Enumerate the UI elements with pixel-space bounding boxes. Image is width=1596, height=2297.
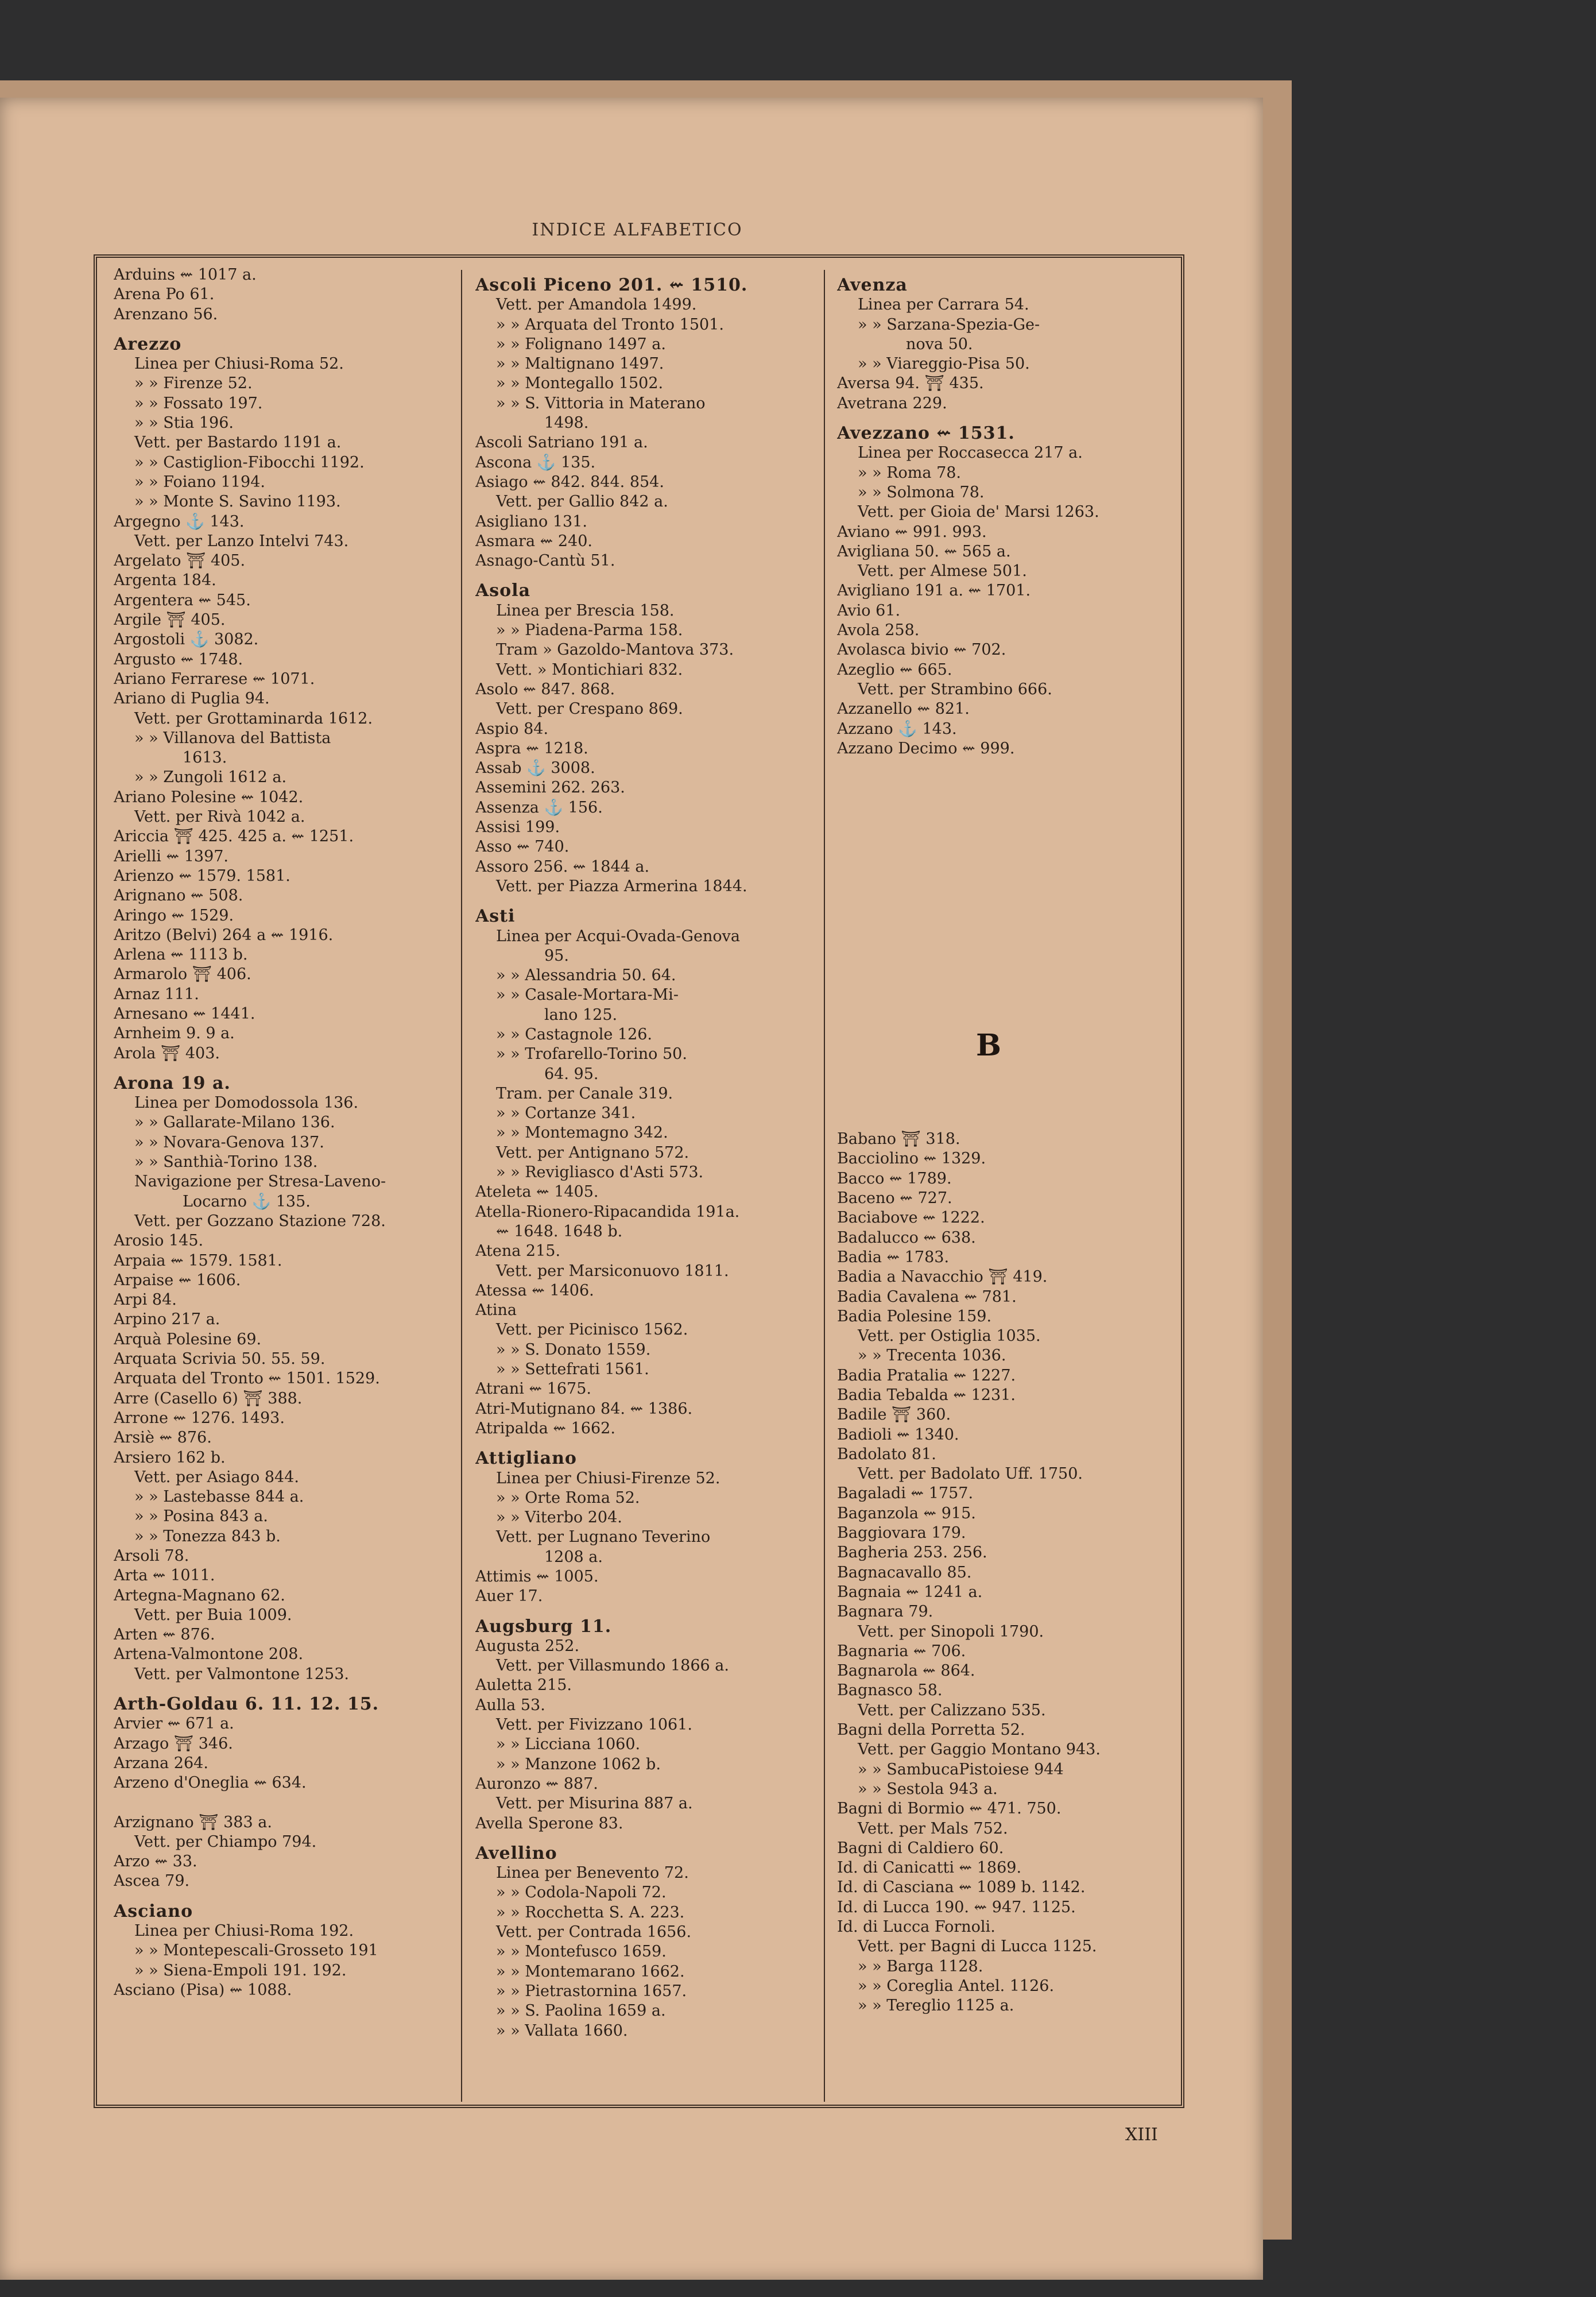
index-entry: Arquata Scrivia 50. 55. 59. <box>114 1350 326 1368</box>
index-entry: » » Licciana 1060. <box>496 1735 641 1754</box>
index-entry: Artena-Valmontone 208. <box>114 1645 304 1664</box>
index-heading: Augsburg 11. <box>475 1616 612 1637</box>
index-entry: Arpino 217 a. <box>114 1310 220 1329</box>
index-entry: Arsiero 162 b. <box>114 1448 226 1467</box>
index-entry: Aspra ⇜ 1218. <box>475 739 588 757</box>
spacer <box>837 837 1181 856</box>
spacer <box>837 895 1181 915</box>
index-entry: Azeglio ⇜ 665. <box>837 660 952 679</box>
index-entry: » » Viareggio-Pisa 50. <box>858 355 1030 373</box>
index-entry: Vett. per Bagni di Lucca 1125. <box>858 1938 1097 1956</box>
index-entry: » » Lastebasse 844 a. <box>134 1488 304 1506</box>
index-entry: Assisi 199. <box>475 818 560 837</box>
index-entry: Arenzano 56. <box>114 305 218 323</box>
running-head: INDICE ALFABETICO <box>532 220 743 240</box>
column-rule <box>824 270 825 2102</box>
index-entry: » » Trecenta 1036. <box>858 1347 1006 1365</box>
index-entry: Aviano ⇜ 991. 993. <box>837 523 987 541</box>
index-entry: » » Rocchetta S. A. 223. <box>496 1903 685 1921</box>
spacer <box>837 973 1181 993</box>
index-entry: Badolato 81. <box>837 1445 936 1463</box>
index-entry: Vett. per Picinisco 1562. <box>496 1321 688 1339</box>
index-entry: » » Coreglia Antel. 1126. <box>858 1977 1055 1995</box>
index-entry: Atessa ⇜ 1406. <box>475 1281 594 1300</box>
index-entry: » » Piadena-Parma 158. <box>496 621 683 640</box>
index-entry: Asiago ⇜ 842. 844. 854. <box>475 473 664 491</box>
index-entry: Badia a Navacchio ⛩ 419. <box>837 1268 1048 1286</box>
index-entry: Asso ⇜ 740. <box>475 838 570 856</box>
index-entry: Bagnaria ⇜ 706. <box>837 1642 966 1660</box>
spacer <box>837 1091 1181 1110</box>
index-entry: Avigliano 191 a. ⇜ 1701. <box>837 582 1031 600</box>
index-entry: Assab ⚓ 3008. <box>475 759 595 778</box>
index-entry: Tram » Gazoldo-Mantova 373. <box>496 641 734 659</box>
index-entry: Asigliano 131. <box>475 512 587 531</box>
index-entry: Azzanello ⇜ 821. <box>837 700 970 718</box>
index-entry: Vett. per Rivà 1042 a. <box>134 808 305 826</box>
index-entry: Argenta 184. <box>114 571 216 590</box>
index-entry: Ariano Polesine ⇜ 1042. <box>114 788 304 806</box>
index-entry: » » Sestola 943 a. <box>858 1780 998 1798</box>
index-entry: Aversa 94. ⛩ 435. <box>837 374 984 393</box>
index-entry: Vett. per Ostiglia 1035. <box>858 1327 1041 1345</box>
index-entry: Vett. per Almese 501. <box>858 562 1027 581</box>
index-entry: » » Tonezza 843 b. <box>134 1527 281 1545</box>
index-entry: Asmara ⇜ 240. <box>475 532 592 550</box>
index-entry: Avola 258. <box>837 621 920 640</box>
index-entry: Vett. per Badolato Uff. 1750. <box>858 1465 1083 1483</box>
index-entry: Arsoli 78. <box>114 1547 189 1565</box>
index-entry: Linea per Roccasecca 217 a. <box>858 444 1083 462</box>
index-heading: Arezzo <box>114 334 182 354</box>
index-entry: Azzano ⚓ 143. <box>837 720 957 738</box>
index-entry: Bagnarola ⇜ 864. <box>837 1662 975 1680</box>
index-entry: » » Novara-Genova 137. <box>134 1133 324 1151</box>
index-heading: Ascoli Piceno 201. ⇜ 1510. <box>475 275 748 295</box>
index-heading: Avellino <box>475 1843 557 1863</box>
index-entry: Aspio 84. <box>475 720 549 738</box>
index-entry: Badia ⇜ 1783. <box>837 1248 950 1266</box>
index-entry: » » Codola-Napoli 72. <box>496 1884 667 1902</box>
index-entry: Argentera ⇜ 545. <box>114 591 251 609</box>
index-entry: Badalucco ⇜ 638. <box>837 1228 976 1247</box>
index-entry: Assemini 262. 263. <box>475 779 625 797</box>
spacer <box>837 778 1181 798</box>
index-entry: Babano ⛩ 318. <box>837 1130 960 1148</box>
index-entry: Id. di Lucca Fornoli. <box>837 1918 995 1936</box>
index-entry: » » Settefrati 1561. <box>496 1360 649 1379</box>
index-column-1 <box>114 265 458 2103</box>
index-entry: Vett. per Bastardo 1191 a. <box>134 434 342 452</box>
index-entry: Arten ⇜ 876. <box>114 1626 215 1644</box>
index-entry: » » S. Vittoria in Materano <box>496 394 706 412</box>
index-entry: Baganzola ⇜ 915. <box>837 1504 976 1522</box>
index-entry: Avolasca bivio ⇜ 702. <box>837 641 1006 659</box>
index-entry: Linea per Brescia 158. <box>496 601 675 620</box>
index-entry: » » Santhià-Torino 138. <box>134 1153 318 1171</box>
index-entry: Armarolo ⛩ 406. <box>114 965 251 984</box>
index-entry: » » S. Paolina 1659 a. <box>496 2002 666 2020</box>
index-entry: Assoro 256. ⇜ 1844 a. <box>475 857 650 876</box>
index-entry: Avio 61. <box>837 601 901 620</box>
index-entry: Arsiè ⇜ 876. <box>114 1429 212 1447</box>
index-entry: Atina <box>475 1301 517 1320</box>
index-entry: » » Viterbo 204. <box>496 1509 622 1527</box>
index-entry: nova 50. <box>906 335 973 353</box>
index-entry: Vett. per Sinopoli 1790. <box>858 1622 1044 1641</box>
index-heading: Arth-Goldau 6. 11. 12. 15. <box>114 1694 379 1715</box>
index-entry: Vett. per Chiampo 794. <box>134 1832 317 1851</box>
index-entry: Azzano Decimo ⇜ 999. <box>837 739 1015 757</box>
index-entry: Arielli ⇜ 1397. <box>114 847 229 865</box>
index-entry: Linea per Carrara 54. <box>858 296 1029 314</box>
index-entry: Arrone ⇜ 1276. 1493. <box>114 1409 285 1427</box>
index-entry: » » Monte S. Savino 1193. <box>134 493 341 511</box>
index-entry: Arta ⇜ 1011. <box>114 1567 215 1585</box>
index-entry: » » Solmona 78. <box>858 483 985 501</box>
index-entry: Atena 215. <box>475 1242 561 1260</box>
spacer <box>837 876 1181 895</box>
index-entry: » » Roma 78. <box>858 463 962 482</box>
index-entry: » » Montegallo 1502. <box>496 374 664 393</box>
index-entry: » » Zungoli 1612 a. <box>134 768 287 787</box>
index-entry: Badia Tebalda ⇜ 1231. <box>837 1386 1016 1404</box>
index-entry: Arienzo ⇜ 1579. 1581. <box>114 867 290 885</box>
index-entry: » » Castiglion-Fibocchi 1192. <box>134 453 365 471</box>
index-entry: » » Manzone 1062 b. <box>496 1755 661 1773</box>
section-letter: B <box>976 1028 1001 1063</box>
spacer <box>837 993 1181 1012</box>
index-entry: Arzago ⛩ 346. <box>114 1734 233 1753</box>
spacer <box>837 1012 1181 1032</box>
index-entry: Linea per Benevento 72. <box>496 1864 689 1882</box>
index-entry: Vett. per Misurina 887 a. <box>496 1795 693 1813</box>
index-entry: Arpi 84. <box>114 1291 177 1309</box>
index-heading: Arona 19 a. <box>114 1073 231 1093</box>
index-entry: Auer 17. <box>475 1587 543 1606</box>
index-entry: Avella Sperone 83. <box>475 1814 623 1832</box>
index-entry: Badia Polesine 159. <box>837 1307 992 1325</box>
index-entry: Baceno ⇜ 727. <box>837 1189 952 1208</box>
index-entry: » » Castagnole 126. <box>496 1025 653 1043</box>
index-entry: Vett. per Fivizzano 1061. <box>496 1716 692 1734</box>
index-entry: » » Fossato 197. <box>134 394 263 412</box>
spacer <box>837 1051 1181 1071</box>
index-entry: » » Revigliasco d'Asti 573. <box>496 1163 704 1182</box>
index-entry: Aritzo (Belvi) 264 a ⇜ 1916. <box>114 926 334 944</box>
index-entry: Vett. per Grottaminarda 1612. <box>134 709 373 728</box>
index-entry: » » Trofarello-Torino 50. <box>496 1045 687 1064</box>
index-entry: Ateleta ⇜ 1405. <box>475 1183 599 1201</box>
index-entry: Arpaise ⇜ 1606. <box>114 1271 241 1289</box>
index-heading: Attigliano <box>475 1448 577 1469</box>
index-entry: » » Siena-Empoli 191. 192. <box>134 1961 347 1979</box>
index-entry: Arzo ⇜ 33. <box>114 1853 197 1871</box>
index-entry: Linea per Acqui-Ovada-Genova <box>496 927 740 945</box>
index-entry: Navigazione per Stresa-Laveno- <box>134 1173 386 1191</box>
index-column-3 <box>837 265 1181 2103</box>
index-entry: » » Foiano 1194. <box>134 473 265 491</box>
index-entry: Badia Pratalia ⇜ 1227. <box>837 1366 1016 1385</box>
index-entry: Ascona ⚓ 135. <box>475 453 596 471</box>
index-entry: Ariano Ferrarese ⇜ 1071. <box>114 670 315 688</box>
index-entry: » » Montemagno 342. <box>496 1124 668 1142</box>
index-entry: Arnaz 111. <box>114 985 199 1003</box>
index-entry: Bacco ⇜ 1789. <box>837 1169 952 1188</box>
index-entry: Atripalda ⇜ 1662. <box>475 1419 615 1437</box>
index-entry: Arvier ⇜ 671 a. <box>114 1715 234 1733</box>
index-entry: Vett. per Gallio 842 a. <box>496 493 668 511</box>
index-entry: Tram. per Canale 319. <box>496 1084 673 1103</box>
index-entry: Argile ⛩ 405. <box>114 611 226 629</box>
index-entry: Vett. per Buia 1009. <box>134 1606 292 1624</box>
index-entry: Vett. per Calizzano 535. <box>858 1701 1046 1719</box>
index-entry: » » Montefusco 1659. <box>496 1943 667 1961</box>
index-entry: Vett. per Lugnano Teverino <box>496 1528 711 1546</box>
index-entry: Linea per Chiusi-Roma 52. <box>134 355 344 373</box>
index-entry: Assenza ⚓ 156. <box>475 798 603 817</box>
index-heading: Asti <box>475 906 516 927</box>
index-entry: Linea per Domodossola 136. <box>134 1094 359 1112</box>
index-entry: » » Barga 1128. <box>858 1957 983 1975</box>
index-entry: Linea per Chiusi-Firenze 52. <box>496 1469 720 1487</box>
index-entry: Asolo ⇜ 847. 868. <box>475 680 615 698</box>
index-entry: Id. di Canicatti ⇜ 1869. <box>837 1859 1022 1877</box>
index-entry: Ascoli Satriano 191 a. <box>475 434 648 452</box>
index-entry: » » Sarzana-Spezia-Ge- <box>858 315 1040 334</box>
index-entry: Vett. per Villasmundo 1866 a. <box>496 1657 729 1675</box>
spacer <box>837 915 1181 934</box>
index-entry: » » Alessandria 50. 64. <box>496 966 676 985</box>
index-entry: Auletta 215. <box>475 1676 572 1695</box>
index-entry: 1498. <box>544 414 589 432</box>
index-entry: Vett. per Gozzano Stazione 728. <box>134 1212 386 1230</box>
spacer <box>837 856 1181 876</box>
spacer <box>114 1793 458 1813</box>
index-entry: Attimis ⇜ 1005. <box>475 1568 599 1586</box>
index-entry: 1613. <box>183 749 227 767</box>
index-entry: 1208 a. <box>544 1548 603 1566</box>
spacer <box>837 954 1181 973</box>
index-entry: Artegna-Magnano 62. <box>114 1586 285 1604</box>
index-entry: » » Pietrastornina 1657. <box>496 1982 687 2000</box>
spacer <box>837 759 1181 778</box>
index-entry: Bagnasco 58. <box>837 1681 943 1700</box>
index-entry: Linea per Chiusi-Roma 192. <box>134 1922 354 1940</box>
index-entry: Arzeno d'Oneglia ⇜ 634. <box>114 1774 307 1792</box>
index-entry: Bacciolino ⇜ 1329. <box>837 1150 986 1168</box>
index-entry: Locarno ⚓ 135. <box>183 1192 311 1211</box>
index-entry: » » Villanova del Battista <box>134 729 331 747</box>
index-entry: Arpaia ⇜ 1579. 1581. <box>114 1251 282 1270</box>
index-entry: Bagnacavallo 85. <box>837 1563 972 1581</box>
index-entry: Bagni di Bormio ⇜ 471. 750. <box>837 1800 1062 1818</box>
index-entry: Aringo ⇜ 1529. <box>114 906 234 925</box>
spacer <box>837 817 1181 837</box>
spacer <box>837 1071 1181 1091</box>
index-entry: Vett. per Mals 752. <box>858 1819 1008 1838</box>
index-entry: » » Montepescali-Grosseto 191 <box>134 1942 378 1960</box>
index-column-2 <box>475 265 820 2103</box>
index-entry: Aulla 53. <box>475 1696 545 1714</box>
index-entry: Vett. per Piazza Armerina 1844. <box>496 877 747 895</box>
index-entry: Avigliana 50. ⇜ 565 a. <box>837 542 1011 560</box>
index-entry: Atella-Rionero-Ripacandida 191a. <box>475 1202 740 1221</box>
index-entry: Asciano (Pisa) ⇜ 1088. <box>114 1981 292 1999</box>
page-number: XIII <box>1125 2125 1158 2145</box>
index-heading: Avezzano ⇜ 1531. <box>837 423 1015 444</box>
index-entry: Arignano ⇜ 508. <box>114 887 243 905</box>
index-entry: 64. 95. <box>544 1065 599 1083</box>
index-entry: » » Montemarano 1662. <box>496 1962 685 1981</box>
index-entry: » » Orte Roma 52. <box>496 1488 640 1507</box>
index-entry: 95. <box>544 946 569 965</box>
index-entry: Vett. per Lanzo Intelvi 743. <box>134 532 349 550</box>
index-entry: Bagaladi ⇜ 1757. <box>837 1484 974 1503</box>
index-entry: » » Posina 843 a. <box>134 1507 268 1526</box>
index-entry: Id. di Casciana ⇜ 1089 b. 1142. <box>837 1878 1086 1897</box>
index-entry: Vett. per Valmontone 1253. <box>134 1665 349 1683</box>
index-entry: Ascea 79. <box>114 1872 190 1890</box>
index-entry: » » Vallata 1660. <box>496 2021 628 2040</box>
index-entry: Vett. per Amandola 1499. <box>496 296 697 314</box>
index-entry: Ariccia ⛩ 425. 425 a. ⇜ 1251. <box>114 827 354 846</box>
index-entry: Arzana 264. <box>114 1754 208 1772</box>
index-entry: Augusta 252. <box>475 1637 580 1655</box>
index-entry: » » SambucaPistoiese 944 <box>858 1760 1064 1778</box>
index-entry: Vett. per Asiago 844. <box>134 1468 299 1486</box>
index-entry: Vett. per Gaggio Montano 943. <box>858 1741 1101 1759</box>
index-entry: Arquata del Tronto ⇜ 1501. 1529. <box>114 1370 380 1388</box>
index-entry: Arola ⛩ 403. <box>114 1044 220 1062</box>
index-heading: Asciano <box>114 1901 193 1921</box>
index-entry: Bagnaia ⇜ 1241 a. <box>837 1583 983 1601</box>
index-entry: » » Arquata del Tronto 1501. <box>496 315 724 334</box>
index-entry: Atri-Mutignano 84. ⇜ 1386. <box>475 1399 693 1418</box>
index-entry: » » Casale-Mortara-Mi- <box>496 986 679 1004</box>
index-entry: Badia Cavalena ⇜ 781. <box>837 1287 1017 1306</box>
index-entry: lano 125. <box>544 1006 618 1024</box>
index-entry: Arduins ⇜ 1017 a. <box>114 266 257 284</box>
index-entry: Baggiovara 179. <box>837 1524 966 1542</box>
index-entry: Arosio 145. <box>114 1232 204 1250</box>
index-entry: » » Firenze 52. <box>134 374 253 393</box>
spacer <box>837 1032 1181 1051</box>
index-entry: Baciabove ⇜ 1222. <box>837 1209 985 1227</box>
index-entry: Vett. per Antignano 572. <box>496 1143 689 1162</box>
index-entry: ⇜ 1648. 1648 b. <box>496 1222 623 1240</box>
spacer <box>837 934 1181 954</box>
index-entry: Vett. per Contrada 1656. <box>496 1923 692 1942</box>
index-entry: Arzignano ⛩ 383 a. <box>114 1813 272 1831</box>
index-entry: Badile ⛩ 360. <box>837 1406 951 1424</box>
index-entry: Bagnara 79. <box>837 1603 933 1621</box>
index-entry: Arena Po 61. <box>114 285 215 304</box>
index-entry: Argelato ⛩ 405. <box>114 552 246 570</box>
index-heading: Asola <box>475 581 531 601</box>
spacer <box>837 1110 1181 1130</box>
index-entry: Avetrana 229. <box>837 394 947 412</box>
index-entry: Bagni di Caldiero 60. <box>837 1839 1004 1857</box>
index-entry: » » Stia 196. <box>134 414 234 432</box>
index-entry: Vett. per Marsiconuovo 1811. <box>496 1262 729 1280</box>
index-entry: Argostoli ⚓ 3082. <box>114 631 259 649</box>
index-entry: Vett. per Crespano 869. <box>496 700 683 718</box>
index-entry: Badioli ⇜ 1340. <box>837 1425 959 1444</box>
index-entry: » » Folignano 1497 a. <box>496 335 666 353</box>
index-entry: » » Gallarate-Milano 136. <box>134 1113 335 1132</box>
index-entry: Atrani ⇜ 1675. <box>475 1380 591 1398</box>
index-entry: Id. di Lucca 190. ⇜ 947. 1125. <box>837 1898 1076 1916</box>
index-entry: Arre (Casello 6) ⛩ 388. <box>114 1389 303 1407</box>
index-entry: Bagheria 253. 256. <box>837 1544 987 1562</box>
index-entry: Arlena ⇜ 1113 b. <box>114 946 248 964</box>
column-rule <box>461 270 462 2102</box>
index-entry: Arquà Polesine 69. <box>114 1330 262 1348</box>
index-entry: » » S. Donato 1559. <box>496 1340 651 1359</box>
index-entry: Vett. per Gioia de' Marsi 1263. <box>858 503 1099 521</box>
index-entry: » » Cortanze 341. <box>496 1104 636 1123</box>
index-entry: Argegno ⚓ 143. <box>114 512 245 531</box>
index-entry: Arnheim 9. 9 a. <box>114 1024 235 1043</box>
spacer <box>837 798 1181 817</box>
index-entry: Argusto ⇜ 1748. <box>114 650 243 668</box>
index-entry: » » Maltignano 1497. <box>496 355 664 373</box>
index-entry: Asnago-Cantù 51. <box>475 552 615 570</box>
index-entry: Vett. » Montichiari 832. <box>496 660 683 679</box>
index-heading: Avenza <box>837 275 908 295</box>
index-entry: Bagni della Porretta 52. <box>837 1721 1025 1739</box>
index-entry: » » Tereglio 1125 a. <box>858 1997 1014 2015</box>
index-entry: Vett. per Strambino 666. <box>858 680 1052 698</box>
index-entry: Auronzo ⇜ 887. <box>475 1774 598 1793</box>
index-entry: Ariano di Puglia 94. <box>114 690 270 708</box>
index-entry: Arnesano ⇜ 1441. <box>114 1004 255 1023</box>
